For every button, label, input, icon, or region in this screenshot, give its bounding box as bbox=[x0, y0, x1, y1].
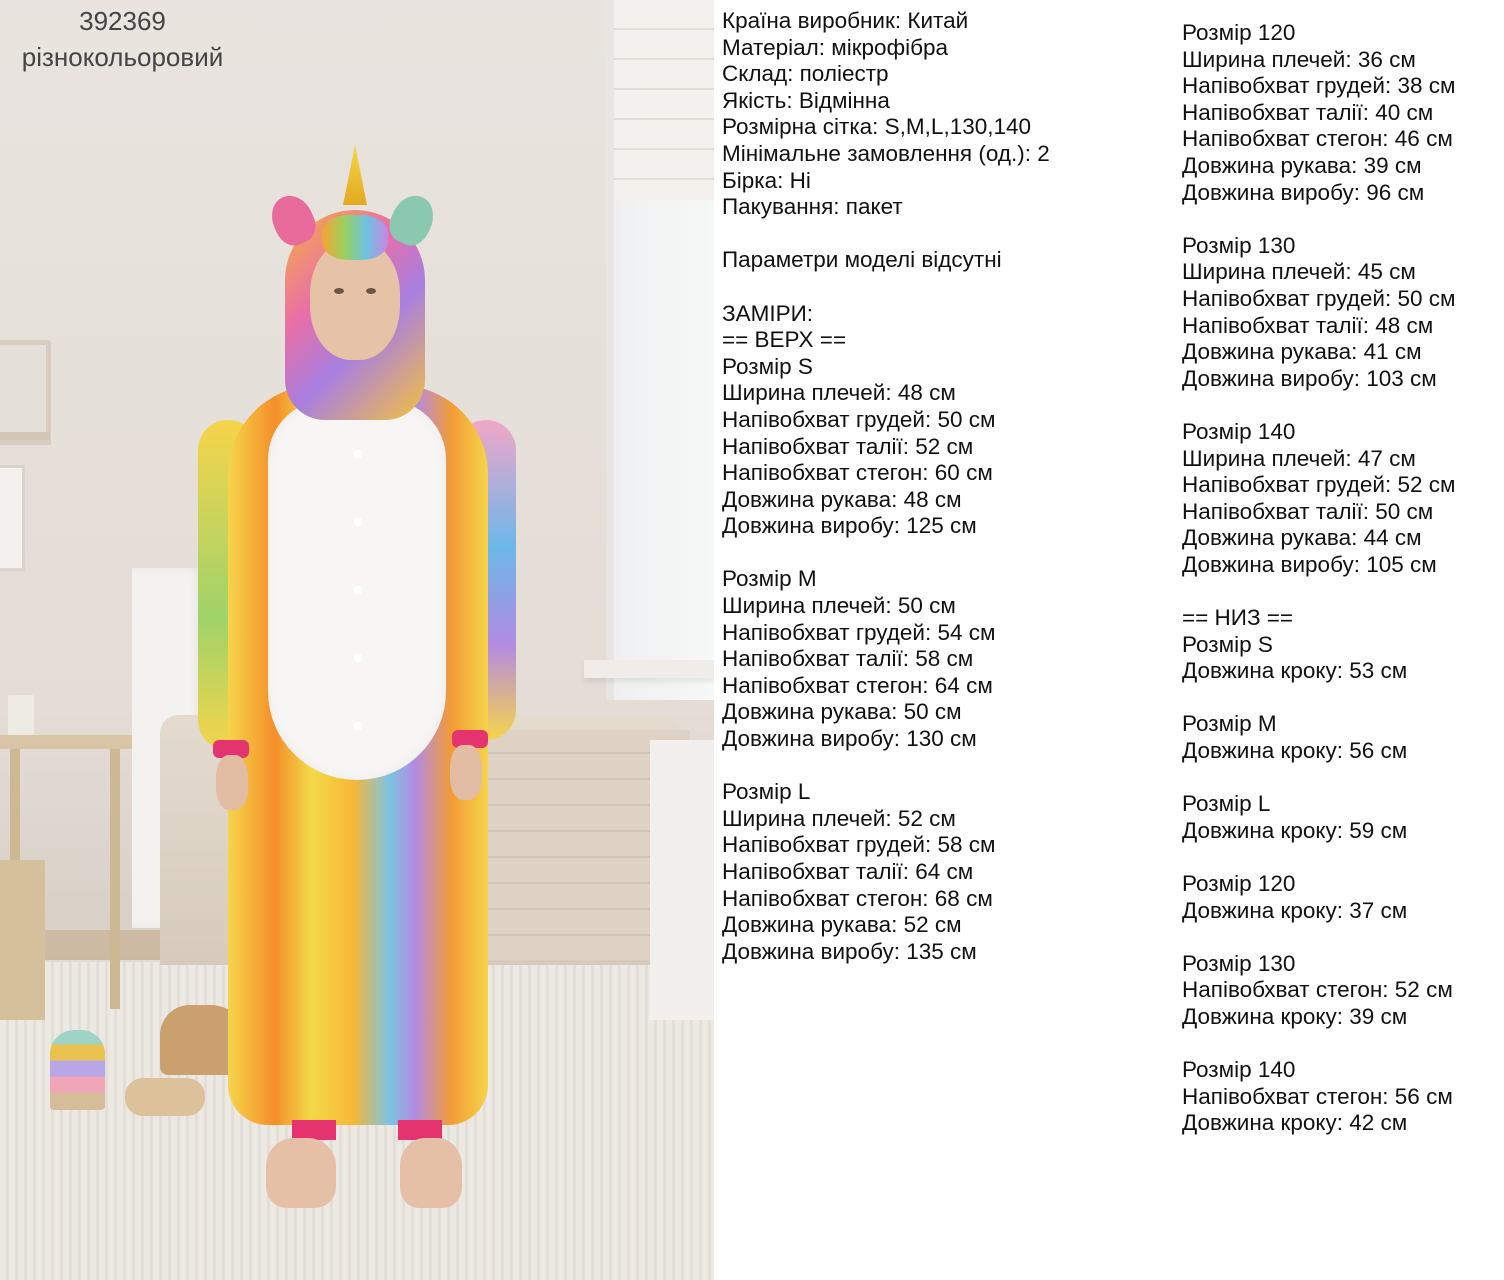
text-line: Склад: поліестр bbox=[722, 61, 889, 87]
text-line: Напівобхват грудей: 50 см bbox=[722, 406, 996, 432]
text-line: Напівобхват стегон: 46 см bbox=[1182, 126, 1453, 152]
text-line: Довжина виробу: 103 см bbox=[1182, 365, 1437, 391]
text-line: Довжина кроку: 42 см bbox=[1182, 1110, 1408, 1136]
product-details-column bbox=[722, 8, 1050, 965]
text-line: Довжина виробу: 125 см bbox=[722, 513, 977, 539]
text-line: Розмір 120 bbox=[1182, 20, 1296, 45]
text-line: Розмір L bbox=[1182, 791, 1271, 817]
stacking-toy bbox=[50, 1030, 105, 1110]
text-line: Довжина кроку: 37 см bbox=[1182, 897, 1408, 923]
text-line: Довжина кроку: 56 см bbox=[1182, 738, 1408, 764]
text-line: Розмір L bbox=[722, 779, 811, 805]
blank-line bbox=[1182, 392, 1456, 419]
text-line: Розмір 130 bbox=[1182, 232, 1296, 258]
text-line: Напівобхват талії: 58 см bbox=[722, 646, 974, 672]
blank-line bbox=[722, 274, 1050, 301]
blank-line bbox=[722, 753, 1050, 780]
text-line: Ширина плечей: 48 см bbox=[722, 380, 956, 406]
text-line: Довжина виробу: 130 см bbox=[722, 726, 977, 752]
text-line: Розмір 140 bbox=[1182, 1057, 1296, 1083]
text-line: Довжина кроку: 59 см bbox=[1182, 817, 1408, 843]
blank-line bbox=[1182, 1031, 1456, 1058]
shelf-board bbox=[0, 432, 50, 440]
text-line: Напівобхват талії: 64 см bbox=[722, 859, 974, 884]
right-ankle-cuff bbox=[398, 1120, 442, 1140]
left-ankle-cuff bbox=[292, 1120, 336, 1140]
pencil-cup bbox=[8, 695, 34, 735]
text-line: Довжина виробу: 105 см bbox=[1182, 551, 1437, 577]
wall-frame bbox=[0, 465, 25, 571]
text-line: Бірка: Ні bbox=[722, 167, 811, 193]
text-line: Довжина рукава: 52 см bbox=[722, 912, 962, 938]
text-line: Напівобхват талії: 52 см bbox=[722, 433, 974, 459]
blank-line bbox=[722, 540, 1050, 567]
text-line: Напівобхват грудей: 58 см bbox=[722, 832, 996, 858]
text-line: Напівобхват грудей: 38 см bbox=[1182, 73, 1456, 99]
text-line: Ширина плечей: 52 см bbox=[722, 805, 956, 831]
text-line: Напівобхват стегон: 52 см bbox=[1182, 977, 1453, 1003]
text-line: Напівобхват талії: 40 см bbox=[1182, 99, 1434, 125]
text-line: Розмір S bbox=[722, 353, 813, 379]
text-line: Довжина кроку: 39 см bbox=[1182, 1003, 1408, 1029]
text-line: Розмір 120 bbox=[1182, 871, 1296, 896]
text-line: Напівобхват талії: 50 см bbox=[1182, 498, 1434, 524]
text-line: Матеріал: мікрофібра bbox=[722, 34, 948, 60]
text-line: Розмір S bbox=[1182, 631, 1273, 657]
text-line: ЗАМІРИ: bbox=[722, 300, 814, 326]
blank-line bbox=[1182, 206, 1456, 233]
text-line: Напівобхват талії: 48 см bbox=[1182, 312, 1434, 338]
right-hand bbox=[450, 745, 482, 800]
bed-footboard bbox=[650, 740, 714, 1020]
text-line: Довжина рукава: 41 см bbox=[1182, 339, 1422, 365]
costume-buttons bbox=[352, 420, 364, 780]
text-line: Напівобхват грудей: 54 см bbox=[722, 619, 996, 645]
text-line: Ширина плечей: 50 см bbox=[722, 593, 956, 619]
text-line: Мінімальне замовлення (од.): 2 bbox=[722, 140, 1050, 166]
text-line: Розмірна сітка: S,M,L,130,140 bbox=[722, 114, 1032, 140]
blank-line bbox=[1182, 765, 1456, 792]
text-line: Напівобхват стегон: 60 см bbox=[722, 460, 993, 486]
table-top bbox=[0, 735, 135, 749]
text-line: Напівобхват грудей: 50 см bbox=[1182, 285, 1456, 311]
house-shelf bbox=[0, 340, 51, 445]
text-line: Ширина плечей: 45 см bbox=[1182, 259, 1416, 285]
wooden-toy bbox=[125, 1078, 205, 1116]
text-line: Параметри моделі відсутні bbox=[722, 247, 1002, 273]
size-measurements-column bbox=[1182, 20, 1456, 1137]
text-line: == ВЕРХ == bbox=[722, 327, 847, 353]
text-line: Довжина рукава: 44 см bbox=[1182, 525, 1422, 551]
text-line: Довжина рукава: 48 см bbox=[722, 486, 962, 512]
text-line: Країна виробник: Китай bbox=[722, 8, 969, 33]
table-leg bbox=[110, 749, 120, 1009]
text-line: Якість: Відмінна bbox=[722, 87, 890, 113]
unicorn-horn bbox=[343, 145, 367, 205]
right-foot bbox=[400, 1138, 462, 1208]
chair bbox=[0, 860, 45, 1020]
unicorn-snout bbox=[322, 215, 388, 260]
blank-line bbox=[1182, 685, 1456, 712]
blank-line bbox=[1182, 844, 1456, 871]
blank-line bbox=[1182, 578, 1456, 605]
text-line: Розмір 140 bbox=[1182, 418, 1296, 444]
text-line: Напівобхват стегон: 68 см bbox=[722, 885, 993, 911]
text-line: Довжина виробу: 135 см bbox=[722, 938, 977, 964]
product-sku: 392369 bbox=[79, 6, 166, 36]
text-line: Ширина плечей: 36 см bbox=[1182, 46, 1416, 72]
product-photo bbox=[0, 0, 714, 1280]
left-foot bbox=[266, 1138, 336, 1208]
blank-line bbox=[722, 221, 1050, 248]
text-line: Довжина виробу: 96 см bbox=[1182, 179, 1425, 205]
text-line: Розмір M bbox=[722, 566, 817, 592]
window-sill bbox=[584, 660, 714, 678]
blank-line bbox=[1182, 924, 1456, 951]
product-color: різнокольоровий bbox=[21, 42, 224, 72]
left-hand bbox=[216, 755, 248, 810]
text-line: Довжина рукава: 39 см bbox=[1182, 152, 1422, 178]
text-line: Напівобхват грудей: 52 см bbox=[1182, 472, 1456, 498]
text-line: Напівобхват стегон: 64 см bbox=[722, 672, 993, 698]
text-line: Довжина кроку: 53 см bbox=[1182, 658, 1408, 684]
window bbox=[606, 0, 714, 700]
text-line: Ширина плечей: 47 см bbox=[1182, 445, 1416, 471]
text-line: Довжина рукава: 50 см bbox=[722, 699, 962, 725]
text-line: Розмір M bbox=[1182, 711, 1277, 737]
text-line: Напівобхват стегон: 56 см bbox=[1182, 1083, 1453, 1109]
text-line: Пакування: пакет bbox=[722, 194, 903, 220]
text-line: Розмір 130 bbox=[1182, 950, 1296, 976]
text-line: == НИЗ == bbox=[1182, 605, 1294, 631]
